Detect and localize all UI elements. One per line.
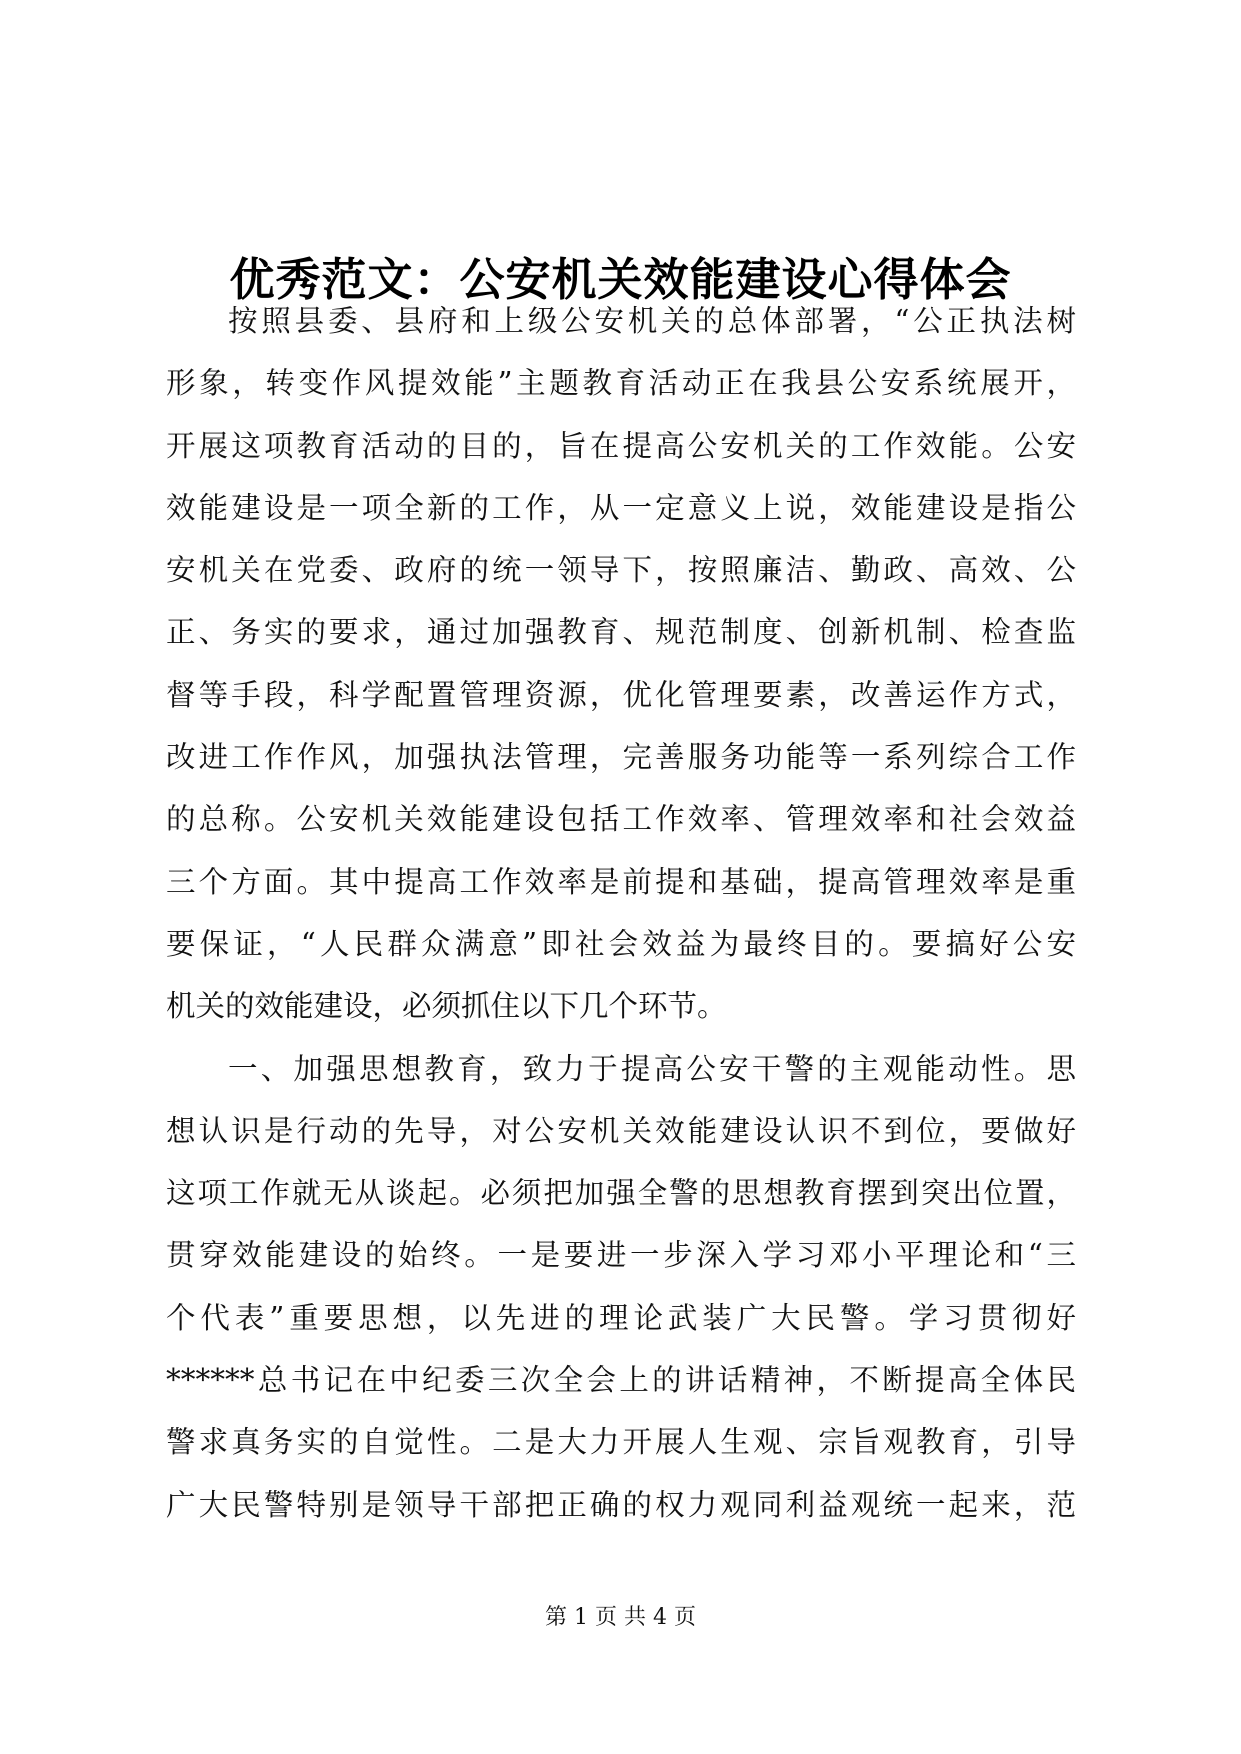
document-body xyxy=(166,290,1076,1536)
body-line: 按照县委、县府和上级公安机关的总体部署，“公正执法树 xyxy=(228,304,1076,338)
body-line: 贯穿效能建设的始终。一是要进一步深入学习邓小平理论和“三 xyxy=(166,1238,1076,1273)
body-line: 广大民警特别是领导干部把正确的权力观同利益观统一起来，范 xyxy=(166,1487,1076,1522)
body-line: 效能建设是一项全新的工作，从一定意义上说，效能建设是指公 xyxy=(166,490,1076,525)
document-title: 优秀范文：公安机关效能建设心得体会 xyxy=(229,253,1012,307)
page-footer: 第 1 页 共 4 页 xyxy=(545,1605,696,1630)
body-line: 机关的效能建设，必须抓住以下几个环节。 xyxy=(166,989,727,1024)
body-line: 督等手段，科学配置管理资源，优化管理要素，改善运作方式， xyxy=(166,677,1076,712)
body-line: 开展这项教育活动的目的，旨在提高公安机关的工作效能。公安 xyxy=(166,428,1076,463)
body-line: 改进工作作风，加强执法管理，完善服务功能等一系列综合工作 xyxy=(166,740,1076,775)
body-line: 的总称。公安机关效能建设包括工作效率、管理效率和社会效益 xyxy=(166,802,1076,837)
body-line: 警求真务实的自觉性。二是大力开展人生观、宗旨观教育，引导 xyxy=(166,1425,1076,1460)
body-line: ******总书记在中纪委三次全会上的讲话精神，不断提高全体民 xyxy=(166,1363,1076,1398)
body-line: 三个方面。其中提高工作效率是前提和基础，提高管理效率是重 xyxy=(166,864,1076,899)
body-line: 这项工作就无从谈起。必须把加强全警的思想教育摆到突出位置， xyxy=(166,1176,1076,1211)
body-line: 正、务实的要求，通过加强教育、规范制度、创新机制、检查监 xyxy=(166,615,1076,650)
body-line: 形象，转变作风提效能”主题教育活动正在我县公安系统展开， xyxy=(166,366,1076,401)
body-line: 一、加强思想教育，致力于提高公安干警的主观能动性。思 xyxy=(228,1051,1076,1086)
body-line: 要保证，“人民群众满意”即社会效益为最终目的。要搞好公安 xyxy=(166,926,1076,961)
body-line: 个代表”重要思想，以先进的理论武装广大民警。学习贯彻好 xyxy=(166,1300,1076,1335)
body-line: 安机关在党委、政府的统一领导下，按照廉洁、勤政、高效、公 xyxy=(166,553,1076,588)
body-line: 想认识是行动的先导，对公安机关效能建设认识不到位，要做好 xyxy=(166,1113,1076,1148)
